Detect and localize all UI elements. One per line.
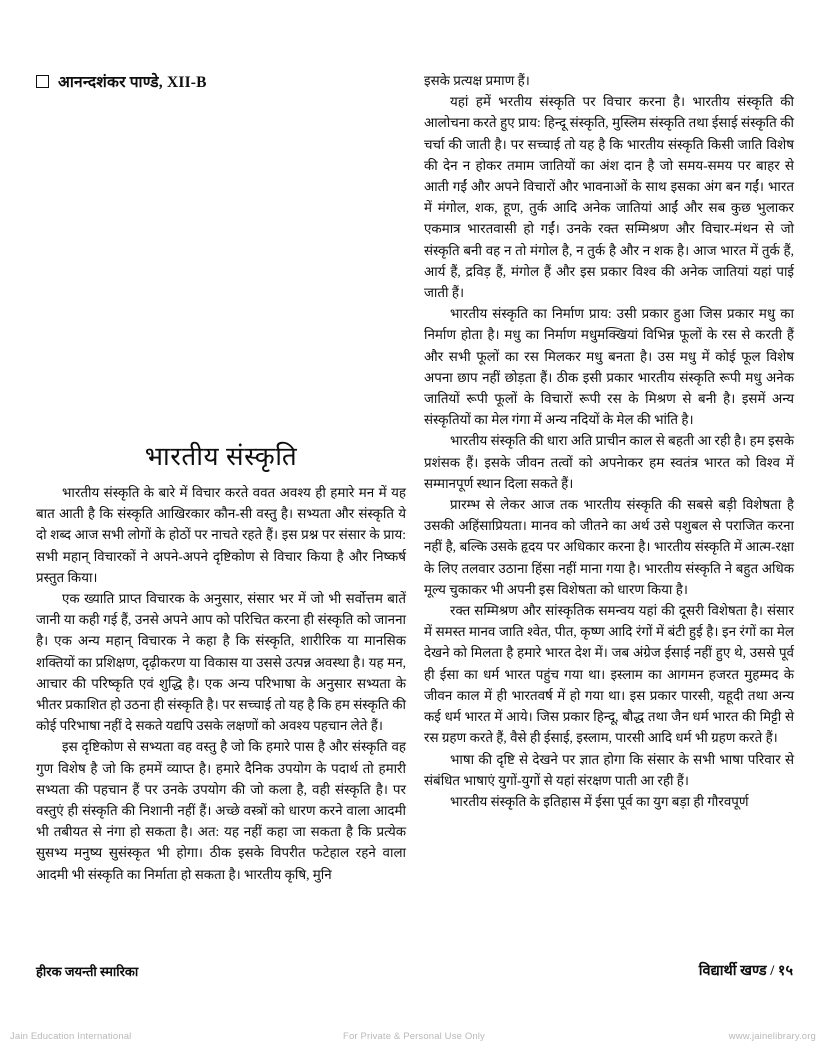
paragraph: एक ख्याति प्राप्त विचारक के अनुसार, संसार भर में जो भी सर्वोत्तम बातें जानी या कही गई हैं, उनसे अपने आप को परिचित करना ही संस्कृति को जानना है। एक अन्य महान् विचारक ने कहा है कि संस्कृति, शारीरिक या मानसिक शक्तियों का प्रशिक्षण, दृढ़ीकरण या विकास या उससे उत्पन्न अवस्था है। यह मन, आचार की परिष्कृति एवं शुद्धि है। एक अन्य परिभाषा के अनुसार सभ्यता के भीतर प्रकाशित हो उठना ही संस्कृति है। पर सच्चाई तो यह है कि हम संस्कृति की कोई परिभाषा नहीं दे सकते यद्यपि उसके लक्षणों को अवश्य पहचान लेते हैं।	[36, 591, 406, 734]
article-title: भारतीय संस्कृति	[144, 442, 298, 471]
footer-section-and-page: विद्यार्थी खण्ड / १५	[698, 963, 793, 979]
paragraph: भाषा की दृष्टि से देखने पर ज्ञात होगा कि संसार के सभी भाषा परिवार से संबंधित भाषाएं युगों-युगों से यहां संरक्षण पाती आ रही हैं।	[424, 751, 794, 788]
author-byline	[36, 70, 207, 92]
paragraph: प्रारम्भ से लेकर आज तक भारतीय संस्कृति की सबसे बड़ी विशेषता है उसकी अहिंसाप्रियता। मानव को जीतने का अर्थ उसे पशुबल से पराजित करना नहीं है, बल्कि उसके हृदय पर अधिकार करना है। भारतीय संस्कृति में आत्म-रक्षा के लिए तलवार उठाना हिंसा नहीं माना गया है। भारतीय संस्कृति ने बहुत अधिक मूल्य चुकाकर भी अपनी इस विशेषता को धारण किया है।	[424, 497, 794, 597]
paragraph: रक्त सम्मिश्रण और सांस्कृतिक समन्वय यहां की दूसरी विशेषता है। संसार में समस्त मानव जाति श्वेत, पीत, कृष्ण आदि रंगों में बंटी हुई है। इन रंगों का मेल देखने को मिलता है हमारे भारत देश में। जब अंग्रेज ईसाई नहीं हुए थे, उससे पूर्व ही ईसा का धर्म भारत पहुंच गया था। इस्लाम का आगमन हजरत मुहम्मद के जीवन काल में ही भारतवर्ष में हो गया था। इस प्रकार पारसी, यहूदी तथा अन्य कई धर्म भारत में आये। जिस प्रकार हिन्दू, बौद्ध तथा जैन धर्म भारत की मिट्टी से रस ग्रहण करते हैं, वैसे ही ईसाई, इस्लाम, पारसी आदि धर्म भी ग्रहण करते हैं।	[424, 603, 794, 746]
scan-usage-notice: For Private & Personal Use Only	[343, 1030, 485, 1042]
paragraph: भारतीय संस्कृति की धारा अति प्राचीन काल से बहती आ रही है। हम इसके प्रशंसक हैं। इसके जीवन तत्वों को अपनेाकर हम स्वतंत्र भारत को विश्व में सम्मानपूर्ण स्थान दिला सकते हैं।	[424, 433, 794, 491]
paragraph: भारतीय संस्कृति के इतिहास में ईसा पूर्व का युग बड़ा ही गौरवपूर्ण	[450, 793, 749, 809]
paragraph: भारतीय संस्कृति का निर्माण प्राय: उसी प्रकार हुआ जिस प्रकार मधु का निर्माण होता है। मधु का निर्माण मधुमक्खियां विभिन्न फूलों के रस से करती हैं और सभी फूलों का रस मिलकर मधु बनता है। उस मधु में कोई फूल विशेष अपना छाप नहीं छोड़ता हैं। ठीक इसी प्रकार भारतीय संस्कृति रूपी मधु अनेक जातियों रूपी फूलों के विचारों रूपी रस के मिश्रण से बनी है। इसमें अन्य संस्कृतियों का मेल गंगा में अन्य नदियों के मेल की भांति है।	[424, 306, 794, 428]
scan-organization: Jain Education International	[10, 1030, 132, 1042]
paragraph: इसके प्रत्यक्ष प्रमाण हैं।	[424, 73, 530, 88]
scan-website-link[interactable]: www.jainelibrary.org	[728, 1030, 816, 1042]
body-column-left	[36, 482, 406, 885]
square-bullet-icon	[36, 75, 49, 88]
paragraph: यहां हमें भरतीय संस्कृति पर विचार करना है। भारतीय संस्कृति की आलोचना करते हुए प्राय: हिन्दू संस्कृति, मुस्लिम संस्कृति तथा ईसाई संस्कृति की चर्चा की जाती है। पर सच्चाई तो यह है कि भारतीय संस्कृति किसी जाति विशेष की देन न होकर तमाम जातियों का अंश दान है जो समय-समय पर बाहर से आती गईं और अपने विचारों और भावनाओं के साथ इसका अंग बन गईं। भारत में मंगोल, शक, हूण, तुर्क आदि अनेक जातियां आईं और सब कुछ भुलाकर एकमात्र भारतवासी हो गईं। उनके रक्त सम्मिश्रण और विचार-मंथन से जो संस्कृति बनी वह न तो मंगोल है, न तुर्क है और न शक है। आज भारत में तुर्क हैं, आर्य हैं, द्रविड़ हैं, मंगोल हैं और इस प्रकार विश्व की अनेक जातियां यहां पाई जाती हैं।	[424, 94, 794, 301]
body-column-right	[424, 70, 794, 812]
author-name: आनन्दशंकर पाण्डे, XII-B	[58, 74, 207, 91]
paragraph: इस दृष्टिकोण से सभ्यता वह वस्तु है जो कि हमारे पास है और संस्कृति वह गुण विशेष है जो कि हममें व्याप्त है। हमारे दैनिक उपयोग के पदार्थ तो हमारी सभ्यता की पहचान हैं पर उनके उपयोग की जो कला है, वही संस्कृति है। पर वस्तुएं ही संस्कृति की निशानी नहीं हैं। अच्छे वस्त्रों को धारण करने वाला आदमी भी तबीयत से नंगा हो सकता है। अत: यह नहीं कहा जा सकता है कि प्रत्येक सुसभ्य मनुष्य सुसंस्कृत भी होगा। ठीक इसके विपरीत फटेहाल रहने वाला आदमी भी संस्कृति का निर्माता हो सकता है। भारतीय कृषि, मुनि	[36, 739, 406, 882]
scan-watermark-bar	[0, 1020, 828, 1052]
footer-publication-name: हीरक जयन्ती स्मारिका	[36, 964, 139, 979]
paragraph: भारतीय संस्कृति के बारे में विचार करते ववत अवश्य ही हमारे मन में यह बात आती है कि संस्कृति आखिरकार कौन-सी वस्तु है। सभ्यता और संस्कृति ये दो शब्द आज सभी लोगों के होठों पर नाचते रहते हैं। इस प्रश्न पर संसार के प्राय: सभी महान् विचारकों ने अपने-अपने दृष्टिकोण से विचार किया है और निष्कर्ष प्रस्तुत किया।	[36, 485, 406, 585]
